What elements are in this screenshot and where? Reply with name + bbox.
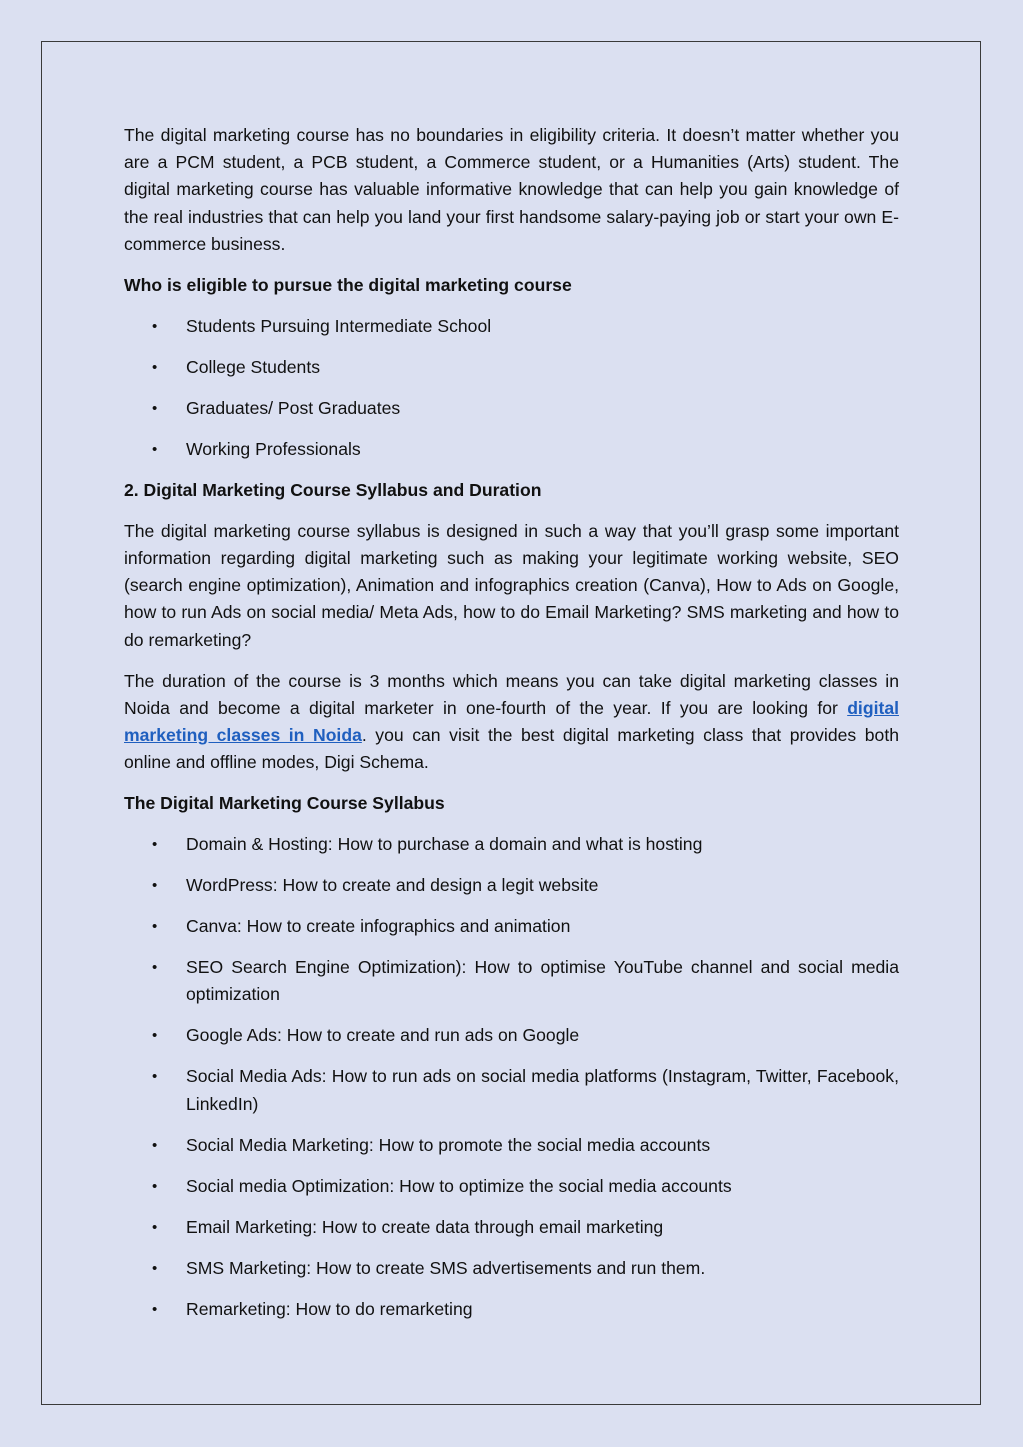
bullet-icon: • [152,1136,158,1154]
bullet-icon: • [152,1300,158,1318]
list-item [124,831,899,858]
syllabus-list [124,831,899,1323]
list-item [124,313,899,340]
duration-paragraph [124,668,899,777]
list-item-text: Working Professionals [186,438,361,459]
document-body [124,122,899,1337]
duration-text-before-link: The duration of the course is 3 months which means you can take digital marketing classes in Noida and become a digital marketer in one-fourth of the year. If you are looking for [124,670,899,718]
eligibility-heading: Who is eligible to pursue the digital marketing course [124,274,572,295]
list-item-text: SMS Marketing: How to create SMS advertisements and run them. [186,1257,706,1278]
list-item-text: Social media Optimization: How to optimize the social media accounts [186,1175,732,1196]
bullet-icon: • [152,959,158,977]
list-item-text: Social Media Ads: How to run ads on social media platforms (Instagram, Twitter, Facebook, LinkedIn) [186,1066,899,1114]
duration-text-after-link: . you can visit the best digital marketing class that provides both online and offline modes, Digi Schema. [124,725,899,773]
list-item-text: Social Media Marketing: How to promote the social media accounts [186,1134,711,1155]
list-item [124,354,899,381]
list-item-text: Google Ads: How to create and run ads on Google [186,1025,580,1046]
bullet-icon: • [152,1259,158,1277]
list-item [124,1022,899,1049]
list-item [124,872,899,899]
list-item-text: WordPress: How to create and design a legit website [186,875,599,896]
list-item [124,1214,899,1241]
list-item-text: College Students [186,356,320,377]
bullet-icon: • [152,836,158,854]
list-item-text: Canva: How to create infographics and animation [186,916,571,937]
bullet-icon: • [152,1218,158,1236]
list-item-text: Domain & Hosting: How to purchase a domain and what is hosting [186,834,703,855]
bullet-icon: • [152,440,158,458]
bullet-icon: • [152,358,158,376]
bullet-icon: • [152,1068,158,1086]
eligibility-paragraph: The digital marketing course has no boundaries in eligibility criteria. It doesn’t matter whether you are a PCM student, a PCB student, a Commerce student, or a Humanities (Arts) student. The digital marketing course has valuable informative knowledge that can help you gain knowledge of the real industries that can help you land your first handsome salary-paying job or start your own E-commerce business. [124,125,899,254]
list-item-text: Email Marketing: How to create data through email marketing [186,1216,664,1237]
syllabus-duration-heading: 2. Digital Marketing Course Syllabus and Duration [124,479,542,500]
list-item [124,1132,899,1159]
list-item [124,395,899,422]
list-item [124,1296,899,1323]
bullet-icon: • [152,1177,158,1195]
list-item [124,954,899,1008]
list-item [124,1255,899,1282]
noida-classes-link[interactable]: digital marketing classes in Noida [124,697,899,746]
list-item [124,913,899,940]
bullet-icon: • [152,918,158,936]
bullet-icon: • [152,1027,158,1045]
list-item [124,1063,899,1117]
list-item-text: Students Pursuing Intermediate School [186,315,492,336]
bullet-icon: • [152,399,158,417]
course-syllabus-heading: The Digital Marketing Course Syllabus [124,793,445,814]
list-item-text: Remarketing: How to do remarketing [186,1298,473,1319]
syllabus-paragraph: The digital marketing course syllabus is designed in such a way that you’ll grasp some important information regarding digital marketing such as making your legitimate working website, SEO (search engine optimization), Animation and infographics creation (Canva), How to Ads on Google, how to run Ads on social media/ Meta Ads, how to do Email Marketing? SMS marketing and how to do remarketing? [124,520,899,650]
eligible-list [124,313,899,463]
list-item [124,436,899,463]
bullet-icon: • [152,317,158,335]
list-item-text: SEO Search Engine Optimization): How to optimise YouTube channel and social media optimization [186,957,899,1005]
bullet-icon: • [152,877,158,895]
list-item [124,1173,899,1200]
list-item-text: Graduates/ Post Graduates [186,397,401,418]
